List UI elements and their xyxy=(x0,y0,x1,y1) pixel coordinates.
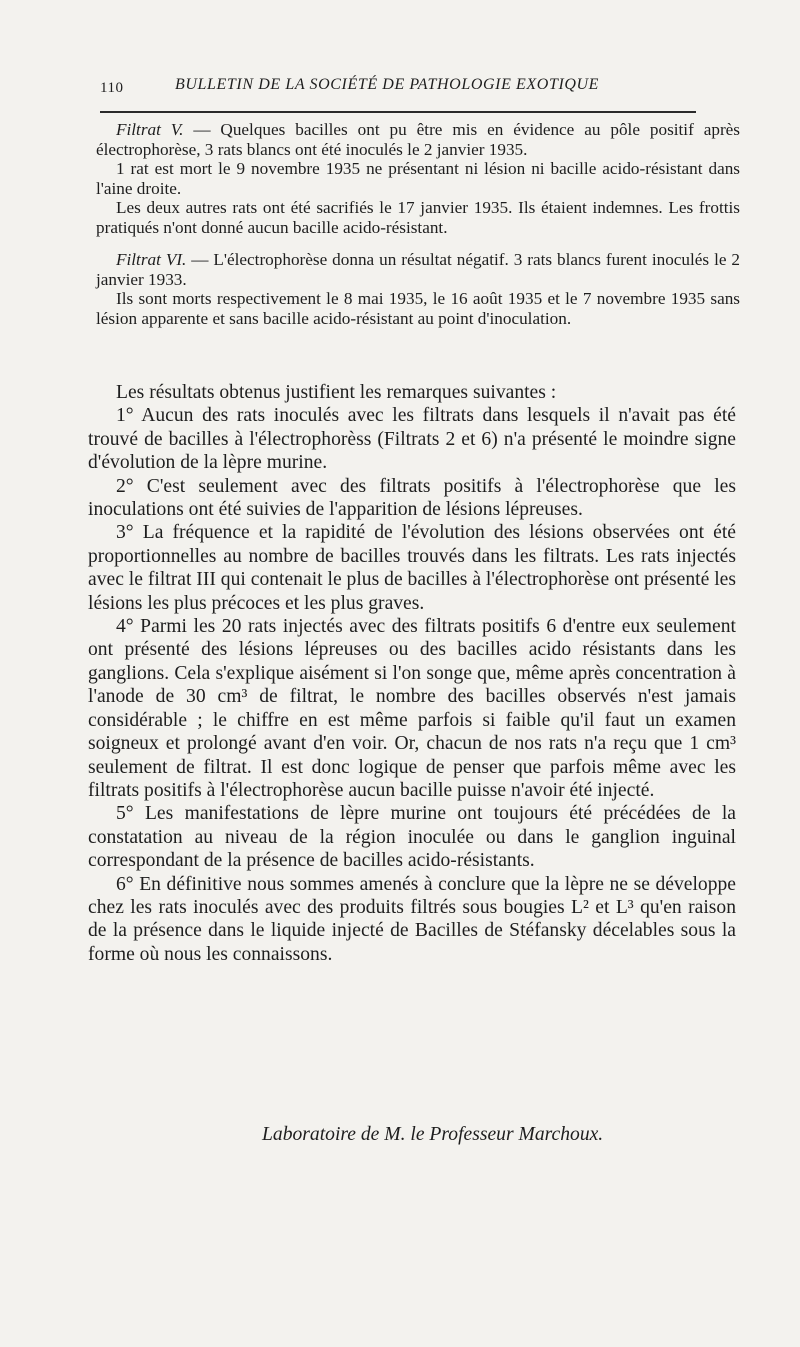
laboratory-signature: Laboratoire de M. le Professeur Marchoux. xyxy=(262,1124,604,1145)
page-number: 110 xyxy=(100,80,124,96)
conclusions-intro: Les résultats obtenus justifient les remarques suivantes : xyxy=(116,382,557,403)
conclusion-item-4: 4° Parmi les 20 rats injectés avec des filtrats positifs 6 d'entre eux seulement ont présenté des lésions lépreuses ou des bacilles acido résistants dans les ganglions. Cela s'explique aisément si l'on songe que, même après concentration à l'anode de 30 cm³ de filtrat, le nombre des bacilles observés n'est jamais considérable ; le chiffre en est même parfois si faible qu'il faut un examen soigneux et prolongé avant d'en voir. Or, chacun de nos rats n'a reçu que 1 cm³ seulement de filtrat. Il est donc logique de penser que parfois même avec les filtrats positifs à l'électrophorèse aucun bacille puisse n'avoir été injecté. xyxy=(88,616,736,801)
filtrat-vi-text: — L'électrophorèse donna un résultat négatif. 3 rats blancs furent inoculés le 2 janvier 1933. xyxy=(96,250,741,289)
conclusion-item-1: 1° Aucun des rats inoculés avec les filtrats dans lesquels il n'avait pas été trouvé de bacilles à l'électrophorèss (Filtrats 2 et 6) n'a présenté le moindre signe d'évolution de la lèpre murine. xyxy=(88,405,736,474)
filtrat-v-label: Filtrat V. xyxy=(116,120,184,139)
conclusion-item-6: 6° En définitive nous sommes amenés à conclure que la lèpre ne se développe chez les rats inoculés avec des produits filtrés sous bougies L² et L³ qu'en raison de la présence dans le liquide injecté de Bacilles de Stéfansky décelables sous la forme où nous les connaissons. xyxy=(88,873,736,965)
conclusion-item-5: 5° Les manifestations de lèpre murine ont toujours été précédées de la constatation au niveau de la région inoculée ou dans le ganglion inguinal correspondant de la présence de bacilles acido-résistants. xyxy=(88,803,736,872)
filtrat-vi-paragraph xyxy=(96,250,740,289)
filtrat-v-text: — Quelques bacilles ont pu être mis en évidence au pôle positif après électrophorèse, 3 rats blancs ont été inoculés le 2 janvier 1935. xyxy=(96,120,740,159)
filtrat-v-paragraph xyxy=(96,120,740,159)
filtrat-v-paragraph-3: Les deux autres rats ont été sacrifiés le 17 janvier 1935. Ils étaient indemnes. Les frottis pratiqués n'ont donné aucun bacille acido-résistant. xyxy=(96,198,740,237)
filtrat-vi-paragraph-2: Ils sont morts respectivement le 8 mai 1935, le 16 août 1935 et le 7 novembre 1935 sans lésion apparente et sans bacille acido-résistant au point d'inoculation. xyxy=(96,289,740,328)
filtrat-v-paragraph-2: 1 rat est mort le 9 novembre 1935 ne présentant ni lésion ni bacille acido-résistant dans l'aine droite. xyxy=(96,159,740,198)
header-rule xyxy=(100,111,696,113)
conclusions-section xyxy=(88,381,736,966)
running-title: BULLETIN DE LA SOCIÉTÉ DE PATHOLOGIE EXOTIQUE xyxy=(175,76,600,93)
filtrat-section xyxy=(96,120,740,328)
conclusion-item-2: 2° C'est seulement avec des filtrats positifs à l'électrophorèse que les inoculations ont été suivies de l'apparition de lésions lépreuses. xyxy=(88,475,736,521)
filtrat-vi-label: Filtrat VI. xyxy=(116,250,187,269)
page-header xyxy=(100,74,696,104)
conclusion-item-3: 3° La fréquence et la rapidité de l'évolution des lésions observées ont été proportionnelles au nombre de bacilles trouvés dans les filtrats. Les rats injectés avec le filtrat III qui contenait le plus de bacilles à l'électrophorèse ont présenté les lésions les plus précoces et les plus graves. xyxy=(88,522,736,614)
